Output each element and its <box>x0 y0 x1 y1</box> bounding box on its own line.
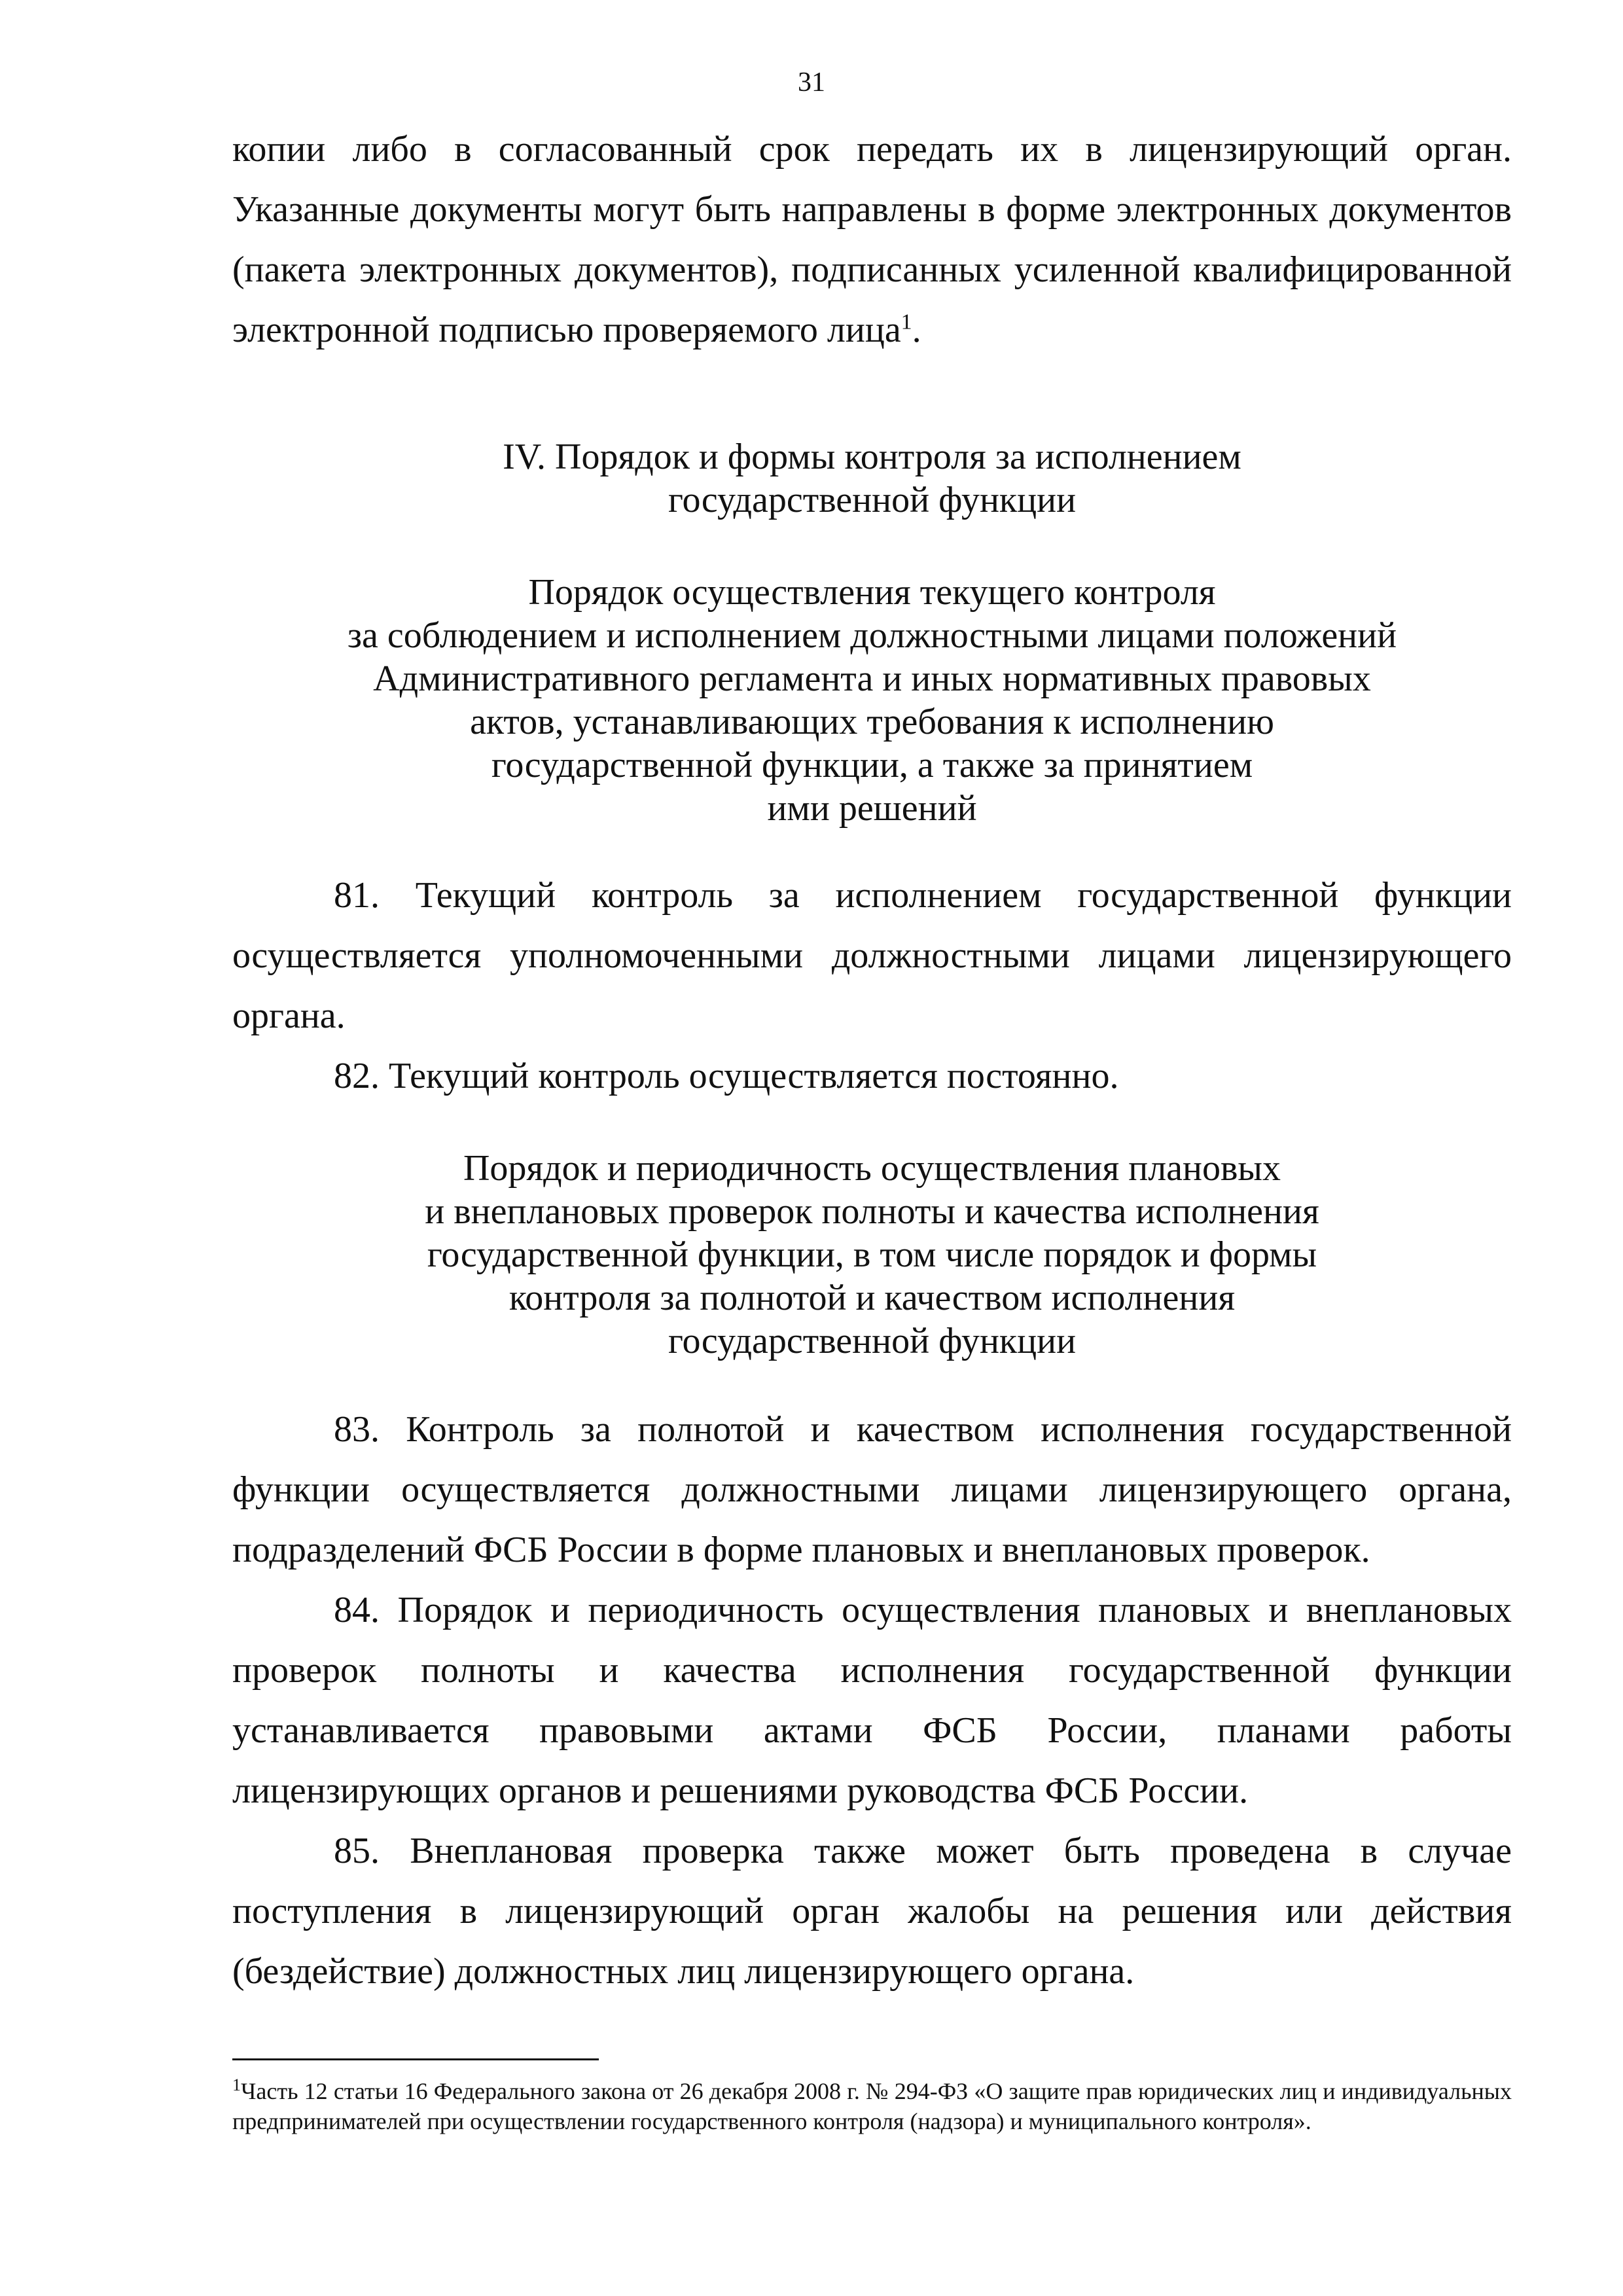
heading-line: IV. Порядок и формы контроля за исполнением <box>503 437 1241 477</box>
heading-line: актов, устанавливающих требования к исполнению <box>470 702 1274 742</box>
heading-line: за соблюдением и исполнением должностными лицами положений <box>347 615 1397 656</box>
paragraph-81: 81. Текущий контроль за исполнением государственной функции осуществляется уполномоченными должностными лицами лицензирующего органа. <box>232 875 1512 1036</box>
intro-block <box>232 119 1512 360</box>
intro-text: копии либо в согласованный срок передать их в лицензирующий орган. Указанные документы могут быть направлены в форме электронных документов (пакета электронных документов), подписанных усиленной квалифицированной электронной подписью проверяемого лица <box>232 129 1512 350</box>
footnote-text: Часть 12 статьи 16 Федерального закона от 26 декабря 2008 г. № 294-ФЗ «О защите прав юридических лиц и индивидуальных предпринимателей при осуществлении государственного контроля (надзора) и муниципального контроля». <box>232 2078 1512 2134</box>
paragraph-84: 84. Порядок и периодичность осуществления плановых и внеплановых проверок полноты и качества исполнения государственной функции устанавливается правовыми актами ФСБ России, планами работы лицензирующих органов и решениями руководства ФСБ России. <box>232 1590 1512 1811</box>
heading-line: государственной функции <box>668 1321 1077 1361</box>
heading-line: государственной функции, в том числе порядок и формы <box>427 1234 1317 1275</box>
page-number: 31 <box>798 67 825 98</box>
heading-line: и внеплановых проверок полноты и качества исполнения <box>425 1191 1319 1232</box>
subsection-current-control-heading <box>232 571 1512 830</box>
heading-line: государственной функции, а также за принятием <box>491 745 1253 785</box>
paragraph-82: 82. Текущий контроль осуществляется постоянно. <box>334 1056 1119 1096</box>
footnote <box>232 2076 1512 2136</box>
footnote-reference: 1 <box>901 310 912 334</box>
paragraphs-83-85 <box>232 1399 1512 2001</box>
paragraphs-81-82 <box>232 865 1512 1106</box>
heading-line: государственной функции <box>668 480 1077 520</box>
section-iv-heading <box>232 435 1512 522</box>
subsection-inspections-heading <box>232 1147 1512 1363</box>
paragraph-85: 85. Внеплановая проверка также может быть проведена в случае поступления в лицензирующий орган жалобы на решения или действия (бездействие) должностных лиц лицензирующего органа. <box>232 1831 1512 1992</box>
footnote-divider <box>232 2058 599 2060</box>
intro-end: . <box>912 310 921 350</box>
intro-paragraph <box>232 119 1512 360</box>
heading-line: Административного регламента и иных нормативных правовых <box>373 658 1371 699</box>
paragraph-83: 83. Контроль за полнотой и качеством исполнения государственной функции осуществляется должностными лицами лицензирующего органа, подразделений ФСБ России в форме плановых и внеплановых проверок. <box>232 1409 1512 1570</box>
heading-line: контроля за полнотой и качеством исполнения <box>508 1278 1236 1318</box>
heading-line: Порядок и периодичность осуществления плановых <box>463 1148 1281 1189</box>
heading-line: ими решений <box>767 788 977 829</box>
footnote-marker: 1 <box>232 2075 241 2094</box>
heading-line: Порядок осуществления текущего контроля <box>528 572 1216 613</box>
